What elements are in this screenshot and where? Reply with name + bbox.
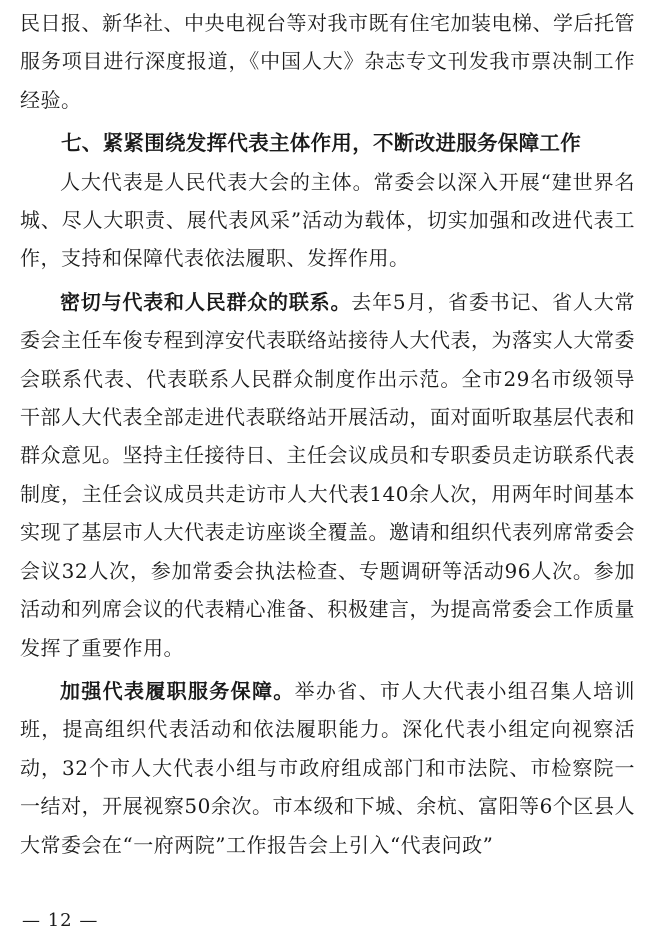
paragraph-text: 举办省、市人大代表小组召集人培训班，提高组织代表活动和依法履职能力。深化代表小组定向视察活动，32个市人大代表小组与市政府组成部门和市法院、市检察院一一结对，开展视察50余次。市本级和下城、余杭、富阳等6个区县人大常委会在“一府两院”工作报告会上引入“代表问政”: [20, 678, 636, 857]
paragraph-lead: 密切与代表和人民群众的联系。: [60, 289, 352, 314]
section-heading: 七、紧紧围绕发挥代表主体作用，不断改进服务保障工作: [61, 131, 581, 156]
paragraph-intro: [20, 163, 635, 278]
paragraph-continuation: [20, 4, 635, 119]
page-number: — 12 —: [22, 910, 99, 931]
document-page: [20, 4, 635, 864]
paragraph-liaison: [20, 283, 635, 667]
paragraph-text: 民日报、新华社、中央电视台等对我市既有住宅加装电梯、学后托管服务项目进行深度报道，《中国人大》杂志专文刊发我市票决制工作经验。: [20, 11, 635, 112]
paragraph-lead: 加强代表履职服务保障。: [60, 678, 295, 703]
paragraph-support: [20, 672, 635, 864]
paragraph-text: 人大代表是人民代表大会的主体。常委会以深入开展“建世界名城、尽人大职责、展代表风采”活动为载体，切实加强和改进代表工作，支持和保障代表依法履职、发挥作用。: [20, 169, 635, 271]
paragraph-text: 去年5月，省委书记、省人大常委会主任车俊专程到淳安代表联络站接待人大代表，为落实人大常委会联系代表、代表联系人民群众制度作出示范。全市29名市级领导干部人大代表全部走进代表联络站开展活动，面对面听取基层代表和群众意见。坚持主任接待日、主任会议成员和专职委员走访联系代表制度，主任会议成员共走访市人大代表140余人次，用两年时间基本实现了基层市人大代表走访座谈全覆盖。邀请和组织代表列席常委会会议32人次，参加常委会执法检查、专题调研等活动96人次。参加活动和列席会议的代表精心准备、积极建言，为提高常委会工作质量发挥了重要作用。: [20, 289, 636, 660]
